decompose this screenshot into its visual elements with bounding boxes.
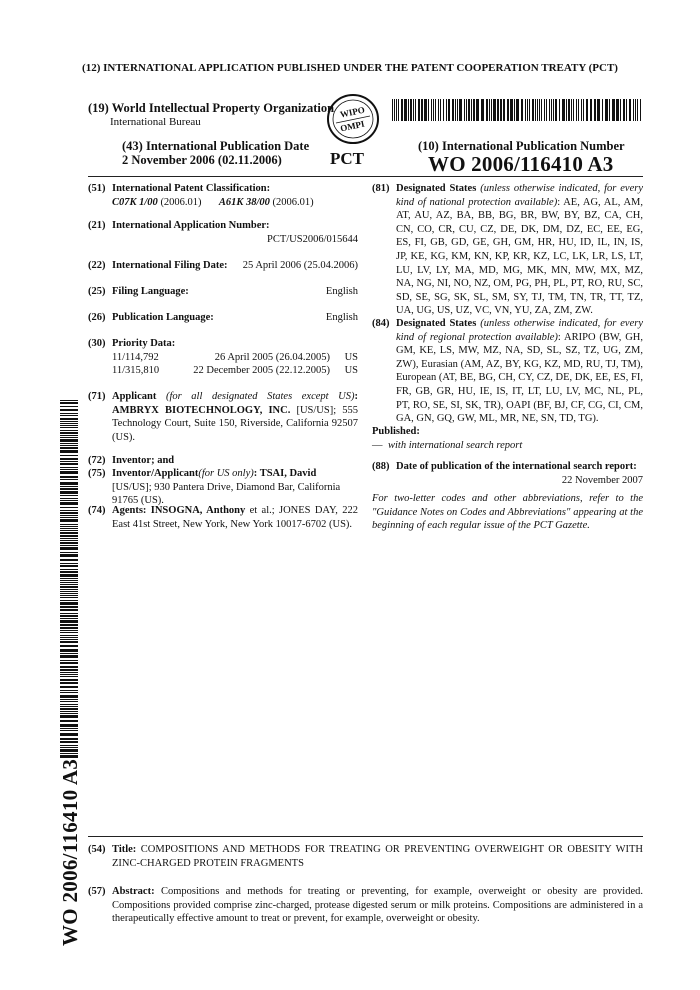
title-section [88, 843, 643, 870]
section-label: Designated States [396, 183, 477, 194]
section-label: Inventor; and [112, 455, 175, 466]
classification-year: (2006.01) [272, 196, 314, 208]
section-label: Inventor/Applicant [112, 468, 199, 479]
filing-date-value: 25 April 2006 (25.04.2006) [242, 260, 358, 271]
section-label: Filing Language: [112, 286, 189, 297]
applicant-section [88, 390, 358, 444]
published-dash: — [372, 439, 383, 451]
publication-language-section [88, 311, 358, 325]
priority-date: 22 December 2005 (22.12.2005) [193, 365, 330, 377]
filing-language-value: English [325, 286, 358, 297]
section-number: (30) [88, 338, 106, 349]
section-number: (21) [88, 220, 106, 231]
priority-country: US [344, 351, 358, 363]
agent-address: et al.; JONES DAY, 222 East 41st Street, New York, New York 10017-6702 (US). [112, 505, 358, 530]
priority-date: 26 April 2005 (26.04.2005) [214, 351, 330, 363]
agents-section [88, 504, 358, 531]
section-label: Abstract: [112, 886, 155, 897]
section-number: (51) [88, 183, 106, 194]
wipo-logo-icon [326, 93, 380, 145]
classification-section [88, 182, 358, 209]
section-number: (74) [88, 505, 106, 516]
section-label: Priority Data: [112, 338, 176, 349]
applicant-qualifier: (for all designated States except US) [165, 391, 355, 402]
designated-qualifier: (unless otherwise indicated, for every kind of regional protection available) [396, 318, 643, 343]
section-number: (22) [88, 260, 106, 271]
publication-date-value: 2 November 2006 (02.11.2006) [122, 153, 282, 167]
priority-application: 11/114,792 [112, 351, 159, 363]
section-label: International Filing Date: [112, 260, 228, 271]
barcode-side [60, 400, 78, 760]
applicant-name: : AMBRYX BIOTECHNOLOGY, INC. [112, 391, 359, 416]
svg-text:OMPI: OMPI [339, 118, 366, 134]
invention-title: COMPOSITIONS AND METHODS FOR TREATING OR PREVENTING OVERWEIGHT OR OBESITY WITH ZINC-CHARGED PROTEIN FRAGMENTS [112, 844, 643, 869]
bureau-name: International Bureau [110, 116, 201, 128]
barcode-top [392, 99, 642, 121]
organization-name: (19) World Intellectual Property Organization [88, 101, 335, 115]
abstract-text: Compositions and methods for treating or preventing, for example, overweight or obesity are provided. Compositions provided comprise zinc-charged, protease digested serum or milk proteins. Compositions are administered in a therapeutically effective amount to treat or prevent, for example, overweight or obesity. [112, 886, 643, 925]
abstract-section [88, 885, 643, 926]
classification-code: C07K 1/00 [112, 196, 158, 208]
section-label: Date of publication of the international search report: [396, 461, 637, 472]
inventor-name: : TSAI, David [253, 468, 317, 479]
priority-application: 11/315,810 [112, 365, 160, 377]
section-number: (26) [88, 312, 106, 323]
priority-country: US [344, 365, 358, 377]
designated-states-list: : AE, AG, AL, AM, AT, AU, AZ, BA, BB, BG, BR, BW, BY, BZ, CA, CH, CN, CO, CR, CU, CZ, DE, DK, DM, DZ, EC, EE, EG, ES, FI, GB, GD, GE, GH, GM, HR, HU, ID, IL, IN, IS, JP, KE, KG, KM, KN, KP, KR, KZ, LC, LK, LR, LS, LT, LU, LV, LY, MA, MD, MG, MK, MN, MW, MX, MZ, NA, NG, NI, NO, NZ, OM, PG, PH, PL, PT, RO, RU, SC, SD, SE, SG, SK, SL, SM, SY, TJ, TM, TN, TR, TT, TZ, UA, UG, US, UZ, VC, VN, YU, ZA, ZM, ZW. [396, 196, 643, 317]
section-number: (75) [88, 468, 106, 479]
section-label: International Application Number: [112, 220, 270, 231]
publication-number-value: WO 2006/116410 A3 [428, 152, 614, 176]
section-label: Designated States [396, 318, 477, 329]
published-section [372, 425, 643, 452]
published-item: with international search report [388, 439, 523, 451]
publication-number-label: (10) International Publication Number [418, 139, 625, 153]
section-number: (84) [372, 318, 390, 329]
abbreviations-note: For two-letter codes and other abbreviations, refer to the "Guidance Notes on Codes and Abbreviations" appearing at the beginning of each regular issue of the PCT Gazette. [372, 493, 643, 532]
classification-year: (2006.01) [160, 196, 202, 208]
section-label: International Patent Classification: [112, 183, 271, 194]
svg-text:WIPO: WIPO [339, 104, 366, 120]
section-number: (57) [88, 886, 106, 897]
inventor-section [88, 454, 358, 468]
classification-code: A61K 38/00 [218, 196, 270, 208]
search-report-date-section [372, 460, 643, 487]
filing-language-section [88, 285, 358, 299]
filing-date-section [88, 259, 358, 273]
priority-row [88, 364, 358, 378]
designated-qualifier: (unless otherwise indicated, for every kind of national protection available) [396, 183, 643, 208]
section-label: Applicant [112, 391, 157, 402]
section-number: (71) [88, 391, 106, 402]
publication-language-value: English [325, 312, 358, 323]
inventor-address: [US/US]; 930 Pantera Drive, Diamond Bar, California 91765 (US). [112, 481, 341, 507]
header-divider [88, 176, 643, 177]
section-label: Publication Language: [112, 312, 214, 323]
section-label: Title: [112, 844, 137, 855]
designated-states-regional [372, 317, 643, 426]
agent-name: INSOGNA, Anthony [146, 505, 246, 516]
section-label: Agents: [112, 505, 147, 516]
section-number: (81) [372, 183, 390, 194]
footer-divider [88, 836, 643, 837]
designated-states-list: : ARIPO (BW, GH, GM, KE, LS, MW, MZ, NA, SD, SL, SZ, TZ, UG, ZM, ZW), Eurasian (AM, AZ, BY, KG, KZ, MD, RU, TJ, TM), European (AT, BE, BG, CH, CY, CZ, DE, DK, EE, ES, FI, FR, GB, GR, HU, IE, IS, IT, LT, LU, LV, MC, NL, PL, PT, RO, SE, SI, SK, TR), OAPI (BF, BJ, CF, CG, CI, CM, GA, GN, GQ, GW, ML, MR, NE, SN, TD, TG). [396, 331, 643, 425]
designated-states-national [372, 182, 643, 318]
applicant-address: [US/US]; 555 Technology Court, Suite 150, Riverside, California 92507 (US). [112, 404, 358, 443]
publication-date-label: (43) International Publication Date [122, 139, 310, 153]
pct-label: PCT [330, 149, 364, 168]
section-number: (25) [88, 286, 106, 297]
application-number-section [88, 219, 358, 246]
section-number: (54) [88, 844, 106, 855]
published-label: Published: [372, 426, 420, 437]
inventor-qualifier: (for US only) [198, 468, 254, 479]
treaty-heading: (12) INTERNATIONAL APPLICATION PUBLISHED UNDER THE PATENT COOPERATION TREATY (PCT) [82, 62, 618, 74]
priority-data-section [88, 337, 358, 378]
side-publication-number: WO 2006/116410 A3 [58, 758, 82, 946]
section-number: (88) [372, 461, 390, 472]
priority-row [88, 351, 358, 365]
inventor-applicant-section [88, 467, 358, 508]
search-report-date-value: 22 November 2007 [561, 474, 643, 486]
application-number-value: PCT/US2006/015644 [266, 233, 358, 245]
section-number: (72) [88, 455, 106, 466]
